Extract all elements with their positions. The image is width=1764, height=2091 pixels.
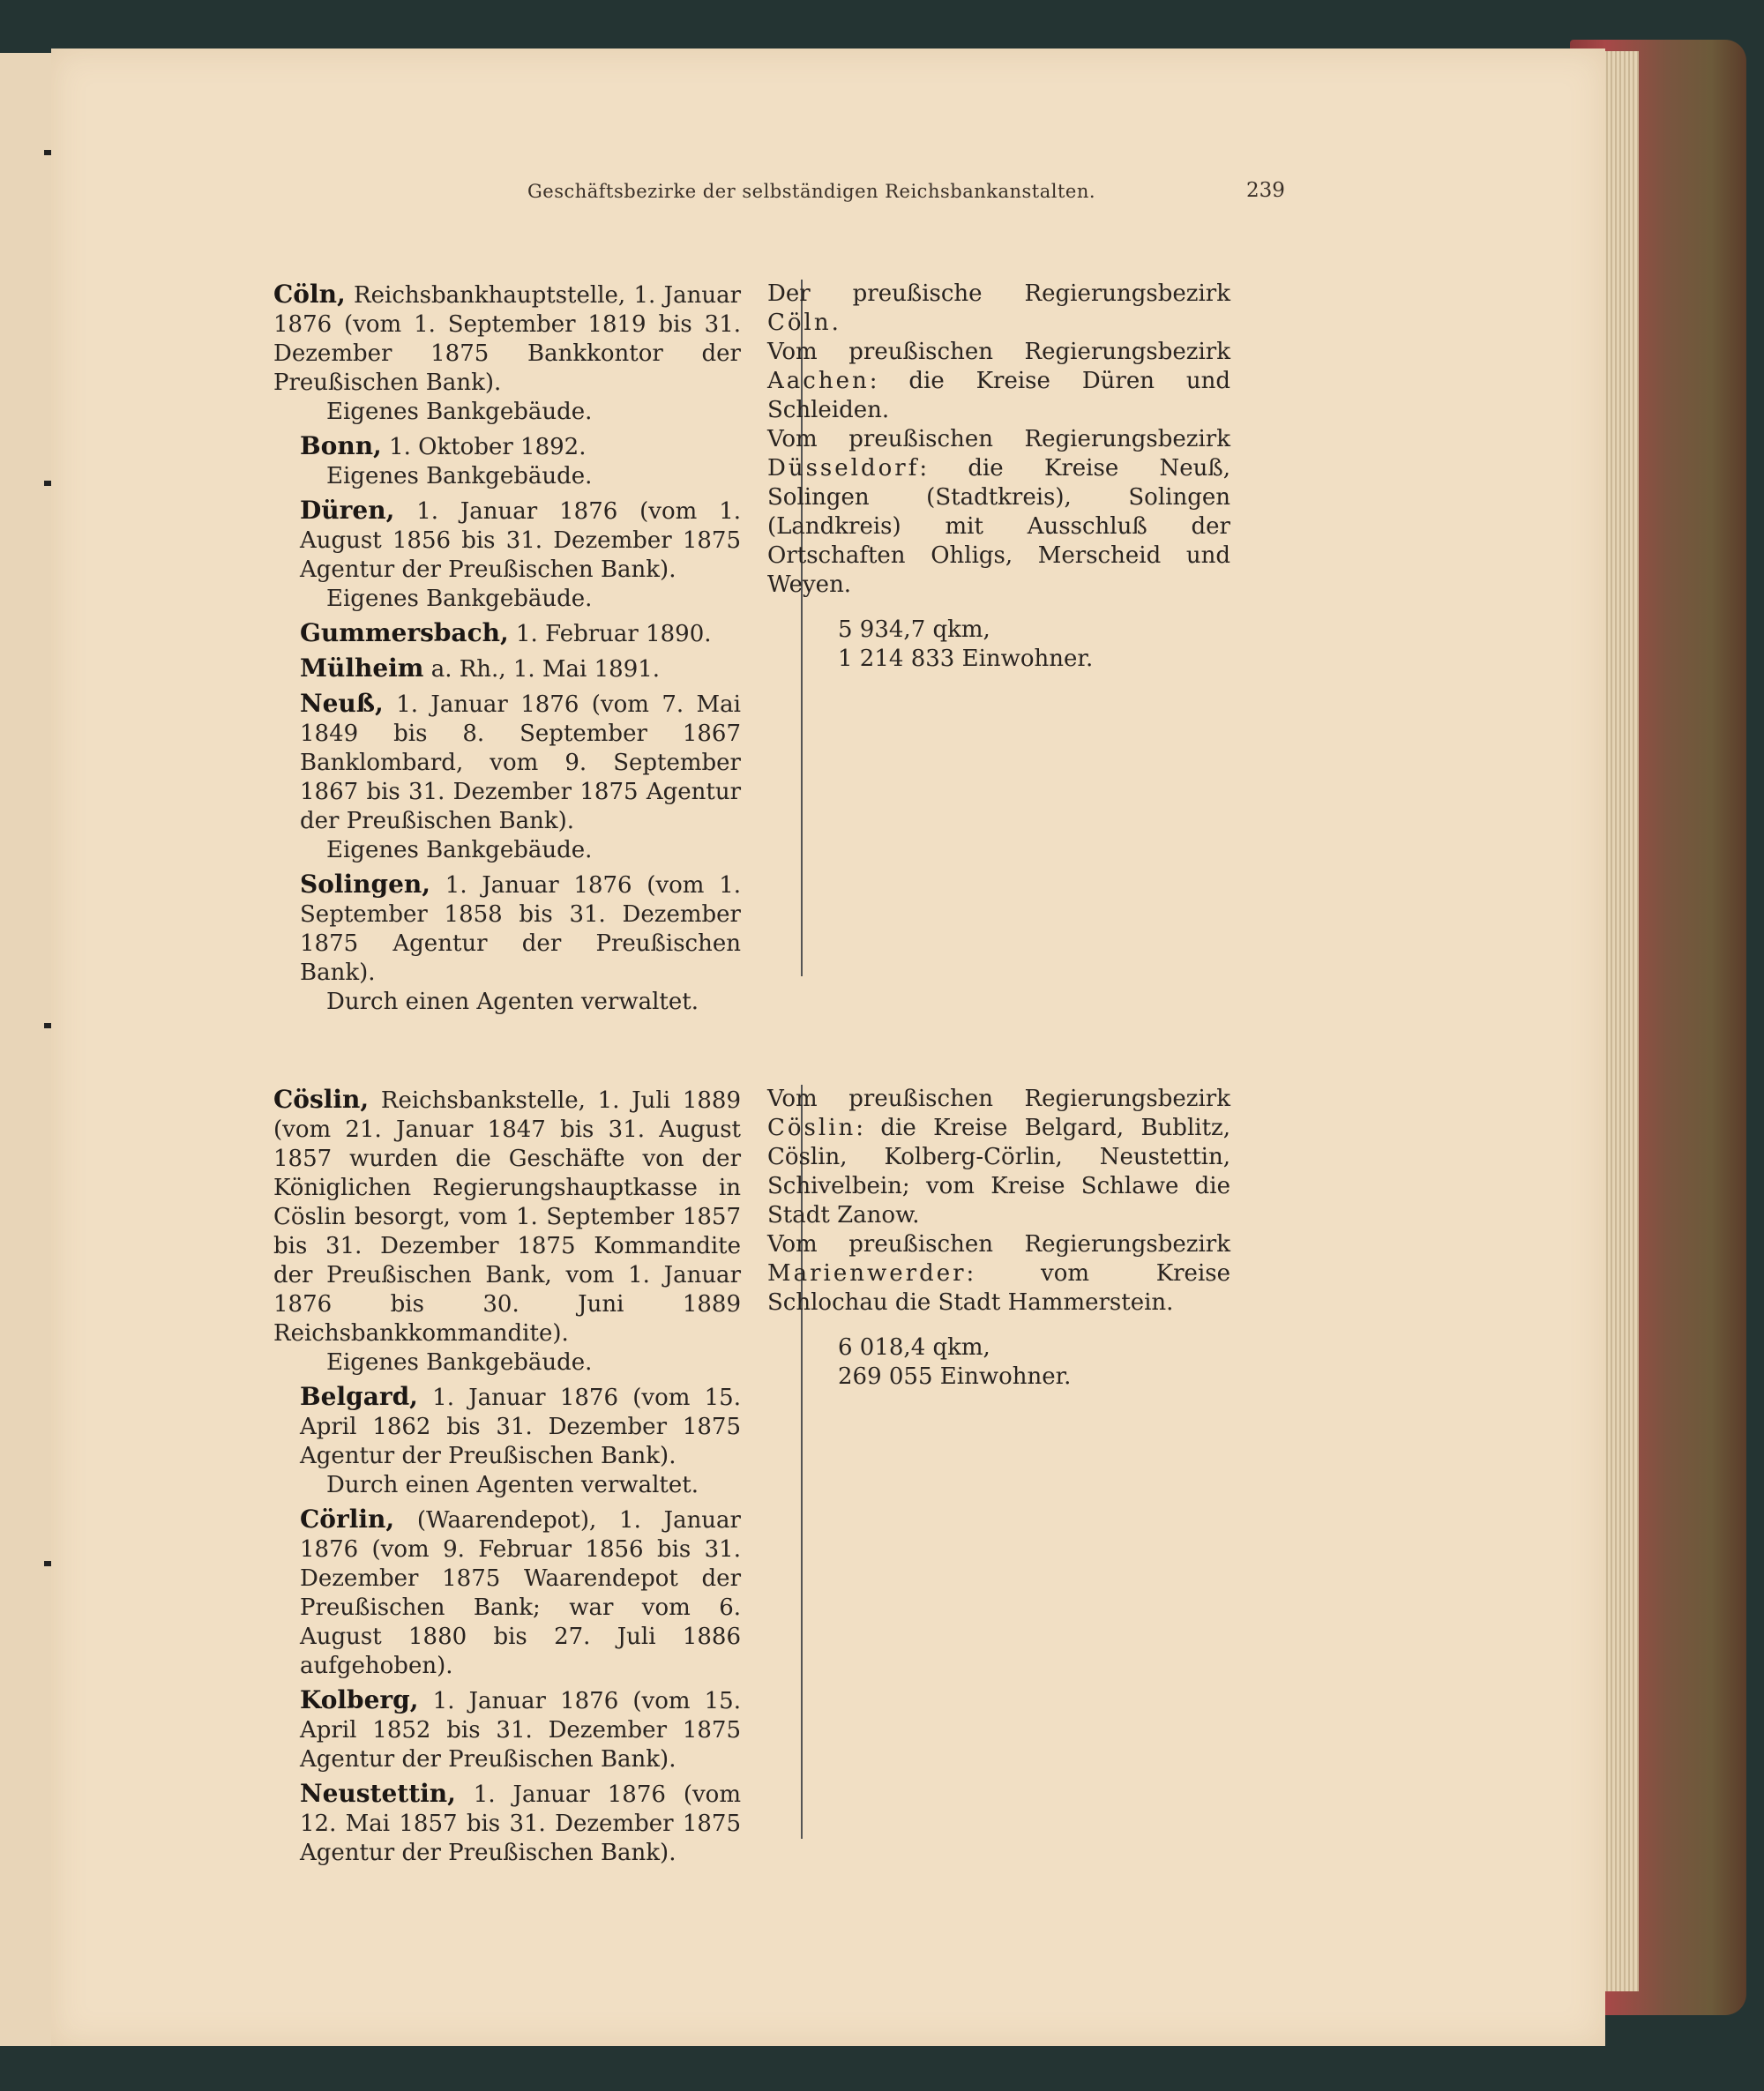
bank-name: Bonn, bbox=[300, 431, 382, 460]
bank-entry bbox=[300, 870, 741, 988]
bank-name: Kolberg, bbox=[300, 1685, 419, 1714]
bank-entries-coeslin bbox=[273, 1085, 741, 1868]
bank-entry-note: Eigenes Bankgebäude. bbox=[326, 837, 593, 863]
page-edge-mark bbox=[44, 1023, 51, 1028]
bank-name: Neustettin, bbox=[300, 1779, 456, 1808]
district-population: 269 055 Einwohner. bbox=[838, 1363, 1072, 1390]
bank-entry bbox=[300, 1685, 741, 1774]
bank-entry-text: Reichsbankhauptstelle, 1. Januar 1876 (vom 1. September 1819 bis 31. Dezember 1875 Bankkontor der Preußischen Bank). bbox=[273, 282, 741, 396]
bank-entry-text: 1. Januar 1876 (vom 7. Mai 1849 bis 8. September 1867 Banklombard, vom 9. September 1867 bis 31. Dezember 1875 Agentur der Preußischen Bank). bbox=[300, 691, 741, 834]
bank-entry-text: Reichsbankstelle, 1. Juli 1889 (vom 21. Januar 1847 bis 31. August 1857 wurden die Geschäfte von der Königlichen Regierungshauptkasse in Cöslin besorgt, vom 1. September 1857 bis 31. Dezember 1875 Kommandite der Preußischen Bank, vom 1. Januar 1876 bis 30. Juni 1889 Reichsbankkommandite). bbox=[273, 1087, 741, 1347]
bank-name: Cörlin, bbox=[300, 1505, 395, 1534]
bank-name: Cöln, bbox=[273, 280, 346, 309]
bank-entry-text: 1. Februar 1890. bbox=[508, 621, 712, 647]
bank-entry-note: Durch einen Agenten verwaltet. bbox=[326, 1472, 699, 1498]
facing-left-page bbox=[0, 53, 53, 2046]
bank-entry-text: 1. Januar 1876 (vom 1. September 1858 bis 31. Dezember 1875 Agentur der Preußischen Bank). bbox=[300, 872, 741, 986]
bank-entry bbox=[300, 1505, 741, 1681]
bank-entry-note: Eigenes Bankgebäude. bbox=[326, 463, 593, 489]
district-area: 6 018,4 qkm, bbox=[838, 1334, 990, 1361]
bank-name: Neuß, bbox=[300, 689, 384, 718]
bank-entry bbox=[300, 1779, 741, 1868]
page-edge-mark bbox=[44, 481, 51, 486]
bank-entry-text: 1. Januar 1876 (vom 15. April 1852 bis 31. Dezember 1875 Agentur der Preußischen Bank). bbox=[300, 1688, 741, 1773]
bank-entry-note: Eigenes Bankgebäude. bbox=[326, 1349, 593, 1376]
district-line: Vom preußischen Regierungsbezirk Düsseldorf: die Kreise Neuß, Solingen (Stadtkreis), Solingen (Landkreis) mit Ausschluß der Ortschaften Ohligs, Merscheid und Weyen. bbox=[767, 426, 1230, 598]
district-line: Vom preußischen Regierungsbezirk Marienwerder: vom Kreise Schlochau die Stadt Hammerstein. bbox=[767, 1231, 1230, 1316]
page-edge-mark bbox=[44, 1561, 51, 1566]
bank-entry bbox=[300, 1382, 741, 1471]
bank-entry bbox=[300, 653, 741, 684]
bank-entry-text: 1. Oktober 1892. bbox=[381, 434, 587, 460]
bank-entry bbox=[300, 496, 741, 585]
page-number: 239 bbox=[1246, 179, 1285, 202]
bank-name: Gummersbach, bbox=[300, 618, 509, 647]
page-edge-mark bbox=[44, 150, 51, 155]
bank-entry-text: (Waarendepot), 1. Januar 1876 (vom 9. Februar 1856 bis 31. Dezember 1875 Waarendepot der Preußischen Bank; war vom 6. August 1880 bis 27. Juli 1886 aufgehoben). bbox=[300, 1507, 741, 1679]
bank-name: Solingen, bbox=[300, 870, 431, 899]
running-head: Geschäftsbezirke der selbständigen Reichsbankanstalten. bbox=[527, 181, 1096, 202]
district-stats bbox=[838, 616, 1230, 674]
district-place: Cöln bbox=[767, 310, 832, 336]
bank-name: Belgard, bbox=[300, 1382, 418, 1411]
bank-entry bbox=[300, 431, 741, 462]
district-line: Der preußische Regierungsbezirk Cöln. bbox=[767, 280, 1230, 336]
district-place: Düsseldorf bbox=[767, 455, 920, 482]
bank-name: Mülheim bbox=[300, 653, 424, 683]
district-area: 5 934,7 qkm, bbox=[838, 616, 990, 643]
district-coeln bbox=[767, 280, 1230, 674]
bank-entry-note: Durch einen Agenten verwaltet. bbox=[326, 989, 699, 1015]
bank-entry bbox=[300, 618, 741, 649]
bank-entry bbox=[300, 689, 741, 836]
bank-entry-text: 1. Januar 1876 (vom 1. August 1856 bis 31. Dezember 1875 Agentur der Preußischen Bank). bbox=[300, 498, 741, 583]
bank-entry-text: 1. Januar 1876 (vom 12. Mai 1857 bis 31. Dezember 1875 Agentur der Preußischen Bank). bbox=[300, 1781, 741, 1866]
district-stats bbox=[838, 1333, 1230, 1392]
bank-entry-note: Eigenes Bankgebäude. bbox=[326, 586, 593, 612]
bank-name: Cöslin, bbox=[273, 1085, 370, 1114]
district-place: Marienwerder bbox=[767, 1260, 967, 1287]
bank-entry bbox=[273, 1085, 741, 1348]
district-line: Vom preußischen Regierungsbezirk Aachen: die Kreise Düren und Schleiden. bbox=[767, 339, 1230, 423]
district-coeslin bbox=[767, 1085, 1230, 1392]
page-stack-edges bbox=[1603, 51, 1639, 1991]
bank-entries-coeln bbox=[273, 280, 741, 1017]
bank-entry-text: 1. Januar 1876 (vom 15. April 1862 bis 31. Dezember 1875 Agentur der Preußischen Bank). bbox=[300, 1385, 741, 1469]
bank-entry bbox=[273, 280, 741, 398]
book-page bbox=[51, 49, 1605, 2046]
bank-name: Düren, bbox=[300, 496, 395, 525]
district-population: 1 214 833 Einwohner. bbox=[838, 646, 1094, 672]
bank-entry-note: Eigenes Bankgebäude. bbox=[326, 399, 593, 425]
district-place: Aachen bbox=[767, 368, 870, 394]
district-place: Cöslin bbox=[767, 1115, 856, 1141]
district-line: Vom preußischen Regierungsbezirk Cöslin: die Kreise Belgard, Bublitz, Cöslin, Kolberg-Cörlin, Neustettin, Schivelbein; vom Kreise Schlawe die Stadt Zanow. bbox=[767, 1086, 1230, 1228]
bank-entry-text: a. Rh., 1. Mai 1891. bbox=[423, 656, 661, 683]
